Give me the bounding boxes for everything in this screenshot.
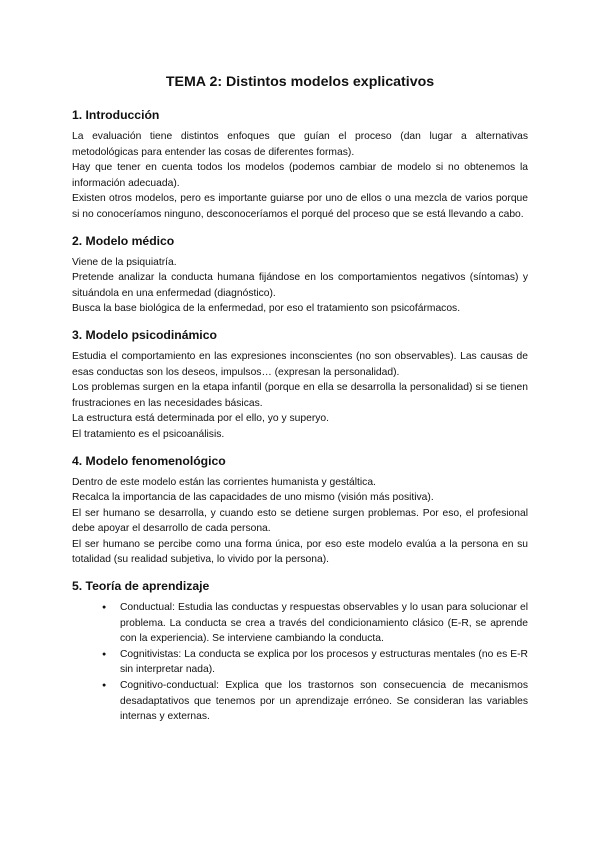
section-heading: 1. Introducción xyxy=(72,108,160,122)
section-teoria-aprendizaje xyxy=(72,577,528,725)
paragraph: El ser humano se desarrolla, y cuando esto se detiene surgen problemas. Por eso, el profesional debe apoyar el desarrollo de cada persona. xyxy=(72,507,528,535)
paragraph: Los problemas surgen en la etapa infantil (porque en ella se desarrolla la personalidad) si se tienen frustraciones en las necesidades básicas. xyxy=(72,382,528,409)
section-modelo-fenomenologico xyxy=(72,452,528,569)
paragraph: La estructura está determinada por el ello, yo y superyo. xyxy=(72,413,329,425)
paragraph: Hay que tener en cuenta todos los modelos (podemos cambiar de modelo si no obtenemos la información adecuada). xyxy=(72,162,528,189)
paragraph: Viene de la psiquiatría. xyxy=(72,256,177,268)
list-item: ● Cognitivo-conductual: Explica que los trastornos son consecuencia de mecanismos desadaptativos que tenemos por un aprendizaje erróneo. Se consideran las variables internas y externas. xyxy=(108,678,528,725)
paragraph: Dentro de este modelo están las corrientes humanista y gestáltica. xyxy=(72,476,376,488)
paragraph: Existen otros modelos, pero es importante guiarse por uno de ellos o una mezcla de varios porque si no conoceríamos ninguno, desconoceríamos el porqué del proceso que se está llevando a cabo. xyxy=(72,193,528,220)
section-heading: 4. Modelo fenomenológico xyxy=(72,453,226,468)
section-heading: 5. Teoría de aprendizaje xyxy=(72,579,210,594)
list-item: ● Cognitivistas: La conducta se explica por los procesos y estructuras mentales (no es E-R sin interpretar nada). xyxy=(108,647,528,678)
paragraph: El ser humano se percibe como una forma única, por eso este modelo evalúa a la persona en su totalidad (su realidad subjetiva, lo vivido por la persona). xyxy=(72,538,528,566)
paragraph: La evaluación tiene distintos enfoques que guían el proceso (dan lugar a alternativas metodológicas para entender las cosas de diferentes formas). xyxy=(72,131,528,158)
section-heading: 3. Modelo psicodinámico xyxy=(72,327,217,342)
section-heading: 2. Modelo médico xyxy=(72,233,175,248)
list-item: ● Conductual: Estudia las conductas y respuestas observables y lo usan para solucionar el problema. La conducta se crea a través del condicionamiento clásico (E-R, se aprende con la experiencia). Se interviene cambiando la conducta. xyxy=(108,600,528,647)
paragraph: Recalca la importancia de las capacidades de uno mismo (visión más positiva). xyxy=(72,492,434,504)
section-modelo-psicodinamico xyxy=(72,326,528,443)
paragraph: Pretende analizar la conducta humana fijándose en los comportamientos negativos (síntomas) y situándola en una enfermedad (diagnóstico). xyxy=(72,272,528,299)
paragraph: Busca la base biológica de la enfermedad, por eso el tratamiento son psicofármacos. xyxy=(72,303,461,315)
section-introduccion xyxy=(72,106,528,223)
paragraph: Estudia el comportamiento en las expresiones inconscientes (no son observables). Las causas de esas conductas son los deseos, impulsos… (expresan la personalidad). xyxy=(72,350,528,378)
paragraph: El tratamiento es el psicoanálisis. xyxy=(72,428,225,440)
bullet-list xyxy=(72,600,528,725)
section-modelo-medico xyxy=(72,232,528,317)
page-title: TEMA 2: Distintos modelos explicativos xyxy=(165,74,435,90)
